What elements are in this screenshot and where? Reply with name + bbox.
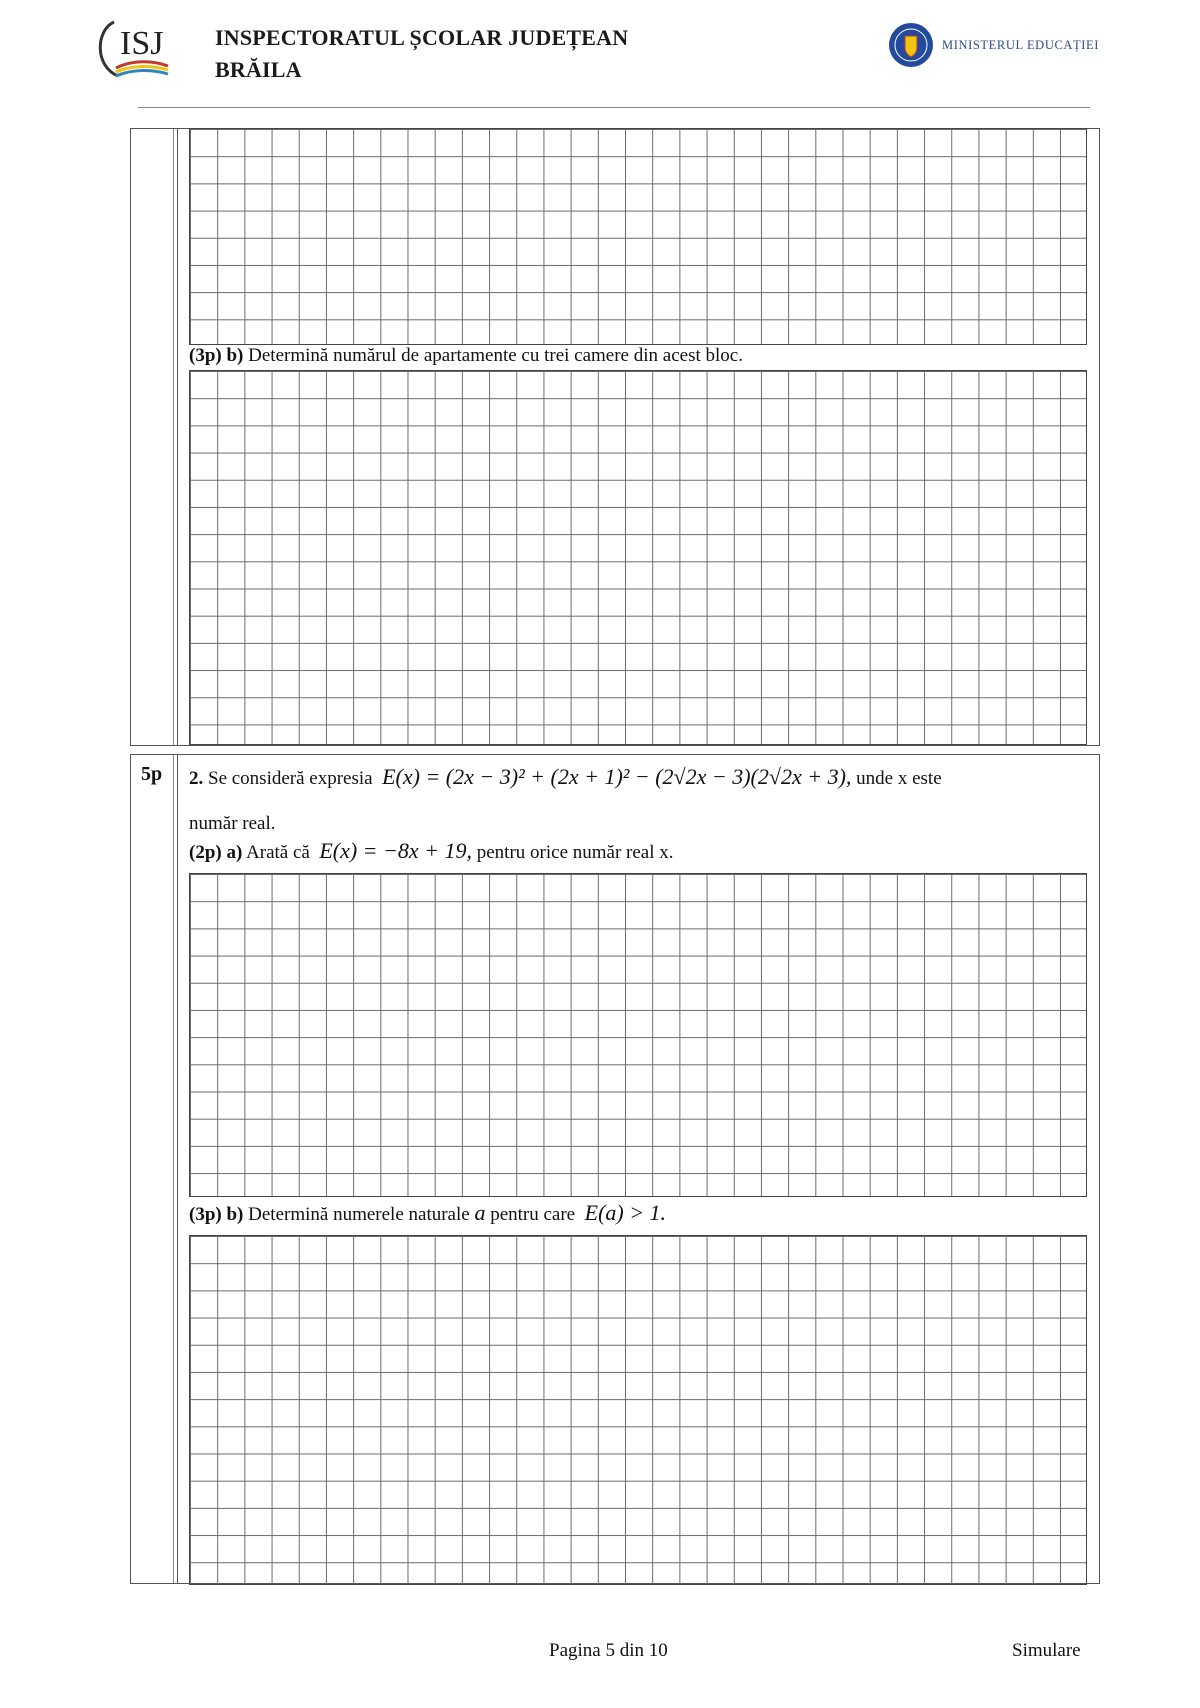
points-label: (3p): [189, 1204, 222, 1225]
answer-grid-1b[interactable]: [189, 370, 1087, 745]
ministry-emblem-icon: [888, 22, 934, 68]
points-label: (3p): [189, 345, 222, 366]
variable-a: a: [474, 1200, 486, 1225]
institution-line2: BRĂILA: [215, 57, 302, 82]
answer-grid-2b[interactable]: [189, 1235, 1087, 1585]
part-b-formula: E(a) > 1.: [584, 1200, 667, 1225]
statement-end: unde x este: [851, 768, 942, 789]
problem2-part-a: [189, 838, 674, 864]
header-divider: [138, 107, 1090, 108]
expression-formula: E(x) = (2x − 3)² + (2x + 1)² − (2√2x − 3)(2√2x + 3),: [382, 764, 852, 789]
answer-grid-1a[interactable]: [189, 128, 1087, 345]
part-letter: b): [226, 345, 244, 366]
score-column: [131, 755, 178, 1583]
problem2-score: 5p: [141, 763, 163, 785]
points-label: (2p): [189, 842, 222, 863]
part-text: Determină numerele naturale: [243, 1204, 470, 1225]
footer-label: Simulare: [1012, 1640, 1081, 1661]
answer-grid-2a[interactable]: [189, 873, 1087, 1197]
problem2-statement: [189, 764, 942, 790]
statement-text: Se consideră expresia: [203, 768, 373, 789]
part-text: Determină numărul de apartamente cu trei camere din acest bloc.: [243, 345, 743, 366]
institution-line1: INSPECTORATUL ȘCOLAR JUDEȚEAN: [215, 25, 629, 50]
problem2-statement-line2: număr real.: [189, 813, 276, 834]
part-letter: a): [226, 842, 243, 863]
part-text: Arată că: [242, 842, 310, 863]
problem-number: 2.: [189, 768, 204, 789]
ministry-name: MINISTERUL EDUCAȚIEI: [942, 37, 1100, 52]
ministry-logo: [888, 22, 1099, 68]
isj-logo: [92, 16, 172, 82]
problem2-part-b: [189, 1200, 666, 1226]
institution-title: [215, 22, 628, 86]
part-a-formula: E(x) = −8x + 19,: [319, 838, 472, 863]
isj-logo-text: ISJ: [120, 25, 164, 62]
part-text-mid: pentru care: [485, 1204, 576, 1225]
part-letter: b): [226, 1204, 244, 1225]
part-text-end: pentru orice număr real x.: [472, 842, 674, 863]
score-column: [131, 129, 178, 745]
page-number: Pagina 5 din 10: [549, 1640, 668, 1661]
problem1-part-b: [189, 345, 743, 367]
